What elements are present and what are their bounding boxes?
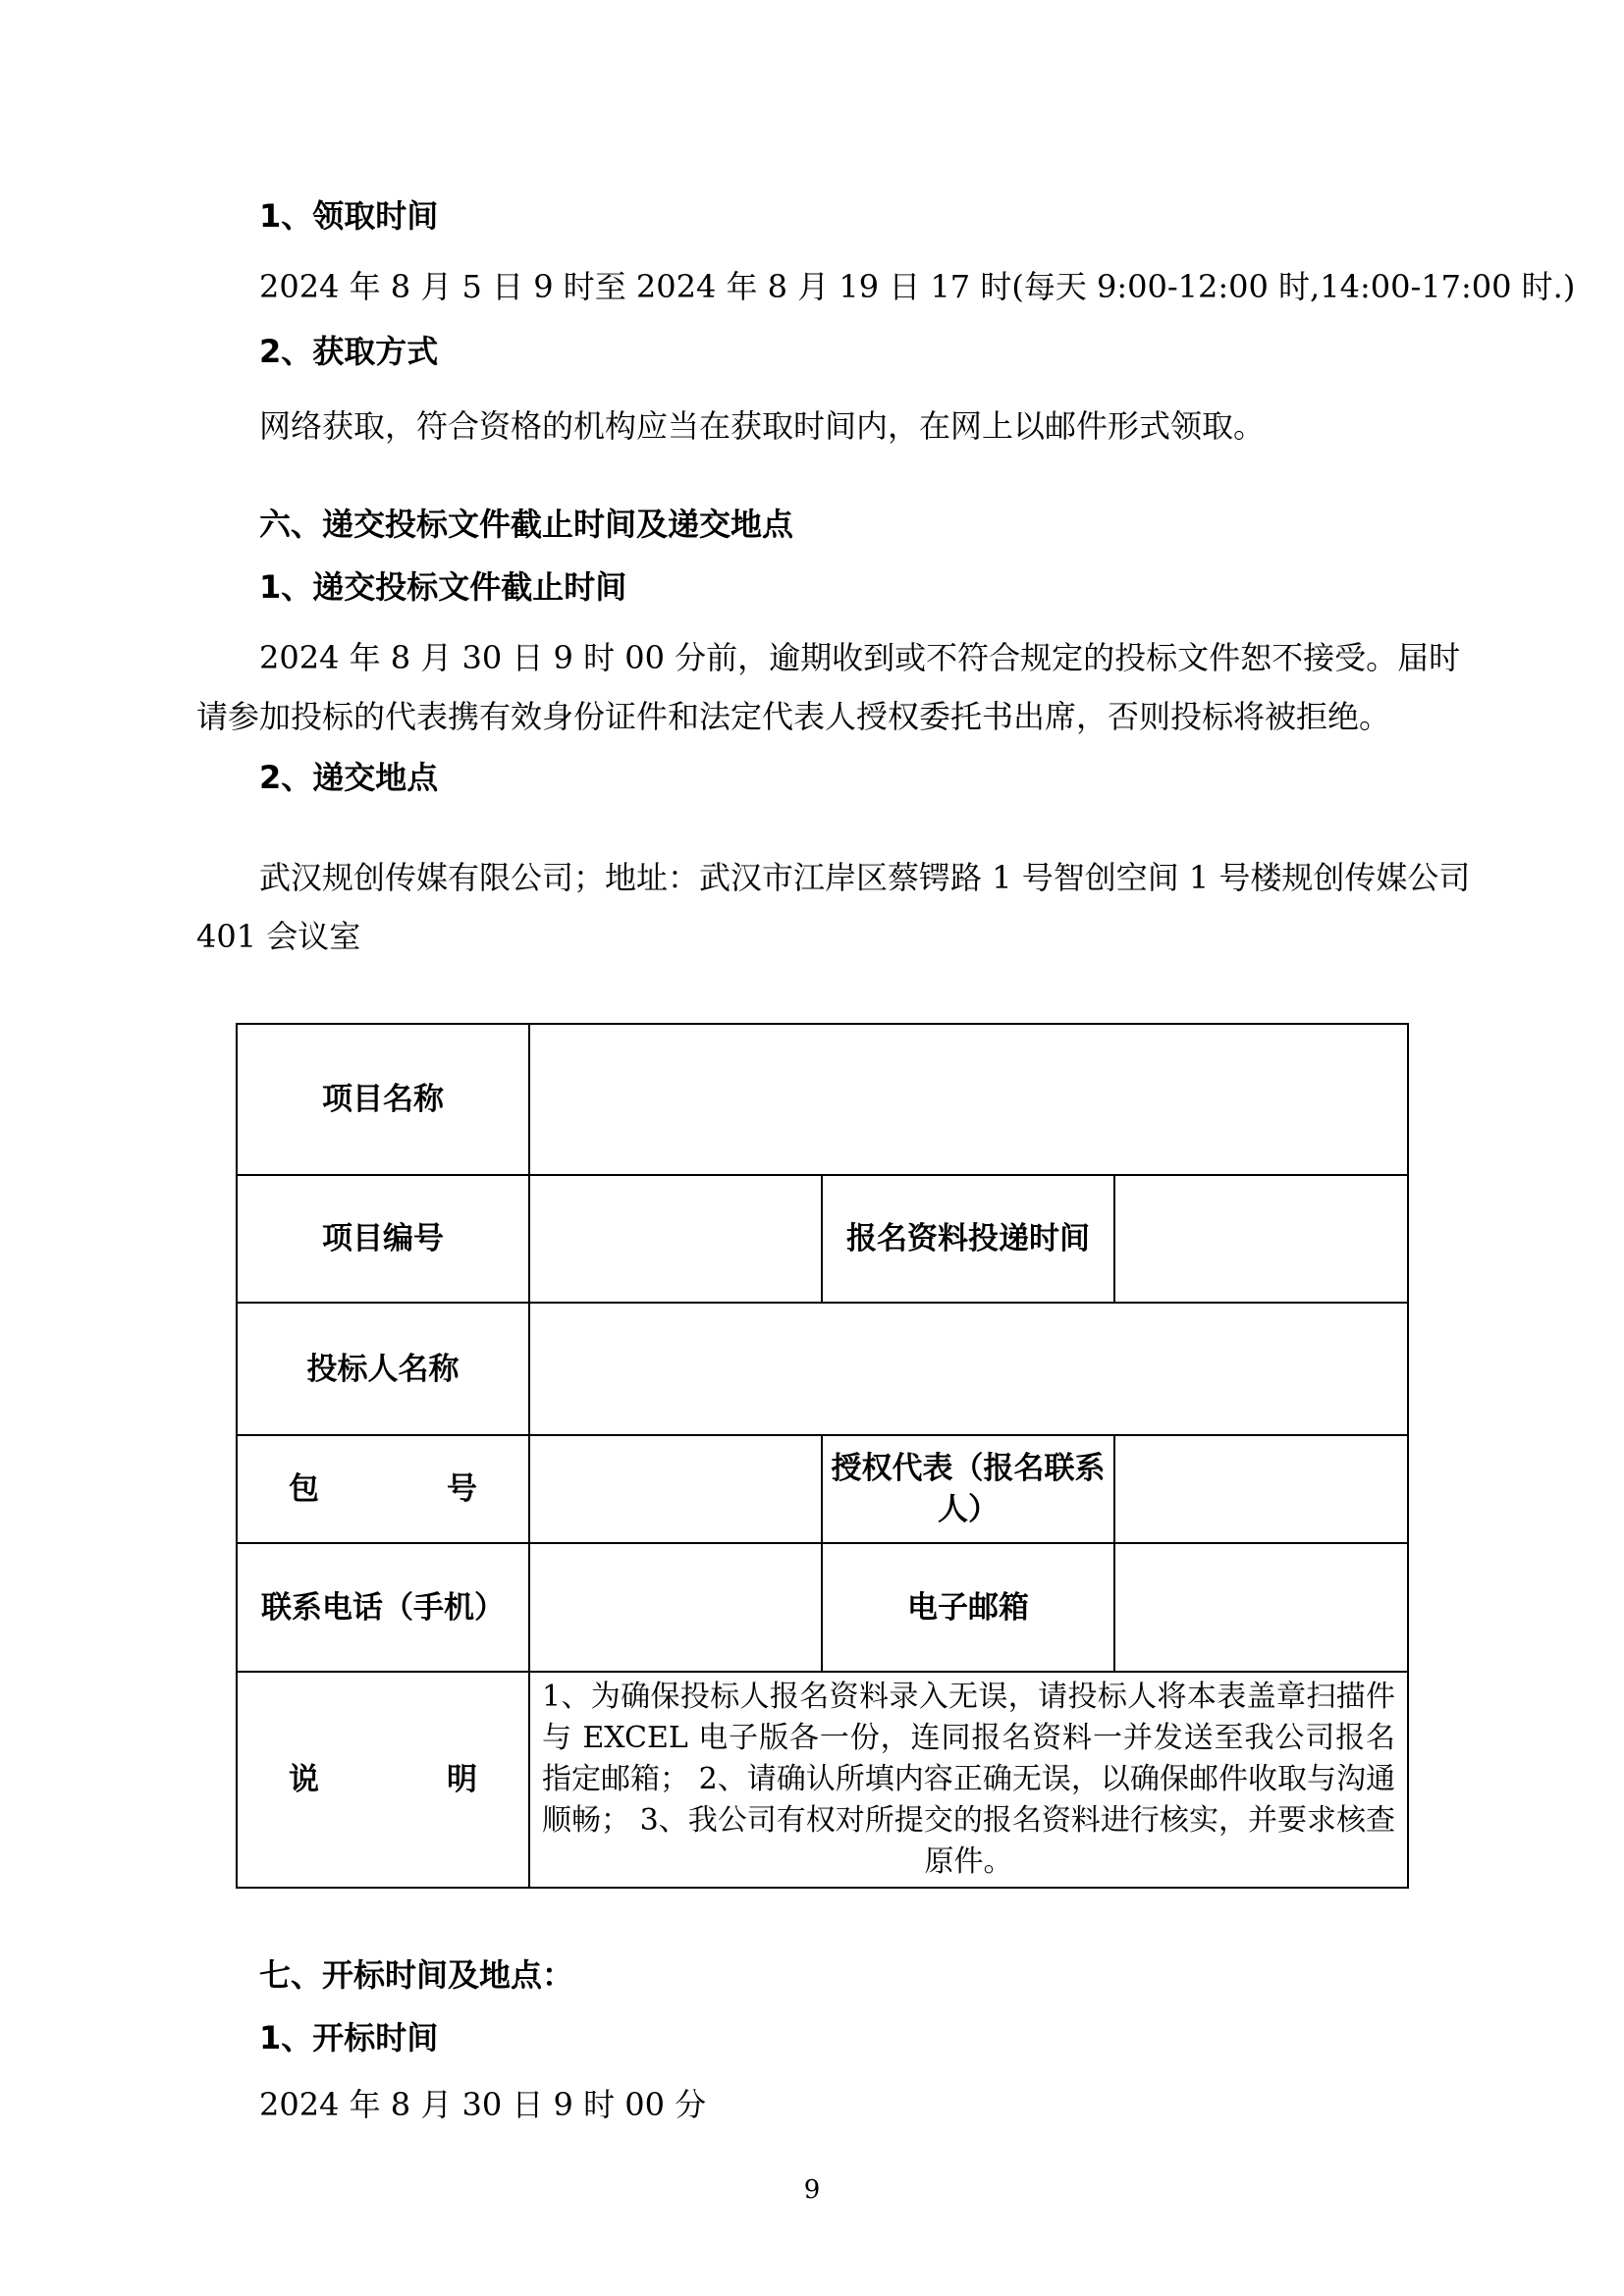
deadline-heading: 1、递交投标文件截止时间 [259, 568, 627, 606]
submit-time-label: 报名资料投递时间 [822, 1175, 1114, 1303]
package-no-field[interactable] [529, 1435, 822, 1543]
email-label: 电子邮箱 [822, 1543, 1114, 1672]
table-row [237, 1175, 1408, 1303]
phone-label: 联系电话（手机） [237, 1543, 529, 1672]
package-label-part-b: 号 [447, 1471, 477, 1507]
note-label [237, 1672, 529, 1888]
deadline-text: 2024 年 8 月 30 日 9 时 00 分前，逾期收到或不符合规定的投标文件恕不接受。届时请参加投标的代表携有效身份证件和法定代表人授权委托书出席，否则投标将被拒绝。 [196, 639, 1461, 735]
auth-rep-label: 授权代表（报名联系人） [822, 1435, 1114, 1543]
opening-time-text: 2024 年 8 月 30 日 9 时 00 分 [259, 2086, 707, 2123]
project-name-field[interactable] [529, 1024, 1408, 1175]
table-row [237, 1303, 1408, 1435]
project-name-label: 项目名称 [237, 1024, 529, 1175]
auth-rep-field[interactable] [1114, 1435, 1408, 1543]
note-label-part-a: 说 [289, 1762, 319, 1797]
bidder-name-label: 投标人名称 [237, 1303, 529, 1435]
receive-time-text: 2024 年 8 月 5 日 9 时至 2024 年 8 月 19 日 17 时(每天 9:00-12:00 时,14:00-17:00 时.) [259, 268, 1576, 305]
table-row [237, 1024, 1408, 1175]
page-number: 9 [803, 2175, 821, 2205]
section7-heading: 七、开标时间及地点： [259, 1956, 574, 1994]
receive-method-text: 网络获取，符合资格的机构应当在获取时间内，在网上以邮件形式领取。 [259, 407, 1266, 445]
opening-time-heading: 1、开标时间 [259, 2019, 439, 2056]
section6-heading: 六、递交投标文件截止时间及递交地点 [259, 506, 794, 543]
receive-time-heading: 1、领取时间 [259, 197, 439, 235]
package-no-label [237, 1435, 529, 1543]
project-no-field[interactable] [529, 1175, 822, 1303]
table-row [237, 1672, 1408, 1888]
note-label-part-b: 明 [447, 1762, 477, 1797]
project-no-label: 项目编号 [237, 1175, 529, 1303]
bidder-name-field[interactable] [529, 1303, 1408, 1435]
table-row [237, 1543, 1408, 1672]
location-heading: 2、递交地点 [259, 759, 439, 796]
phone-field[interactable] [529, 1543, 822, 1672]
email-field[interactable] [1114, 1543, 1408, 1672]
location-text: 武汉规创传媒有限公司；地址：武汉市江岸区蔡锷路 1 号智创空间 1 号楼规创传媒公司 401 会议室 [196, 859, 1471, 955]
table-row [237, 1435, 1408, 1543]
submit-time-field[interactable] [1114, 1175, 1408, 1303]
registration-form-table [236, 1023, 1409, 1889]
note-text: 1、为确保投标人报名资料录入无误，请投标人将本表盖章扫描件与 EXCEL 电子版各一份，连同报名资料一并发送至我公司报名指定邮箱； 2、请确认所填内容正确无误，以确保邮件收取与沟通顺畅； 3、我公司有权对所提交的报名资料进行核实，并要求核查原件。 [529, 1672, 1408, 1888]
package-label-part-a: 包 [289, 1471, 319, 1507]
receive-method-heading: 2、获取方式 [259, 333, 439, 370]
